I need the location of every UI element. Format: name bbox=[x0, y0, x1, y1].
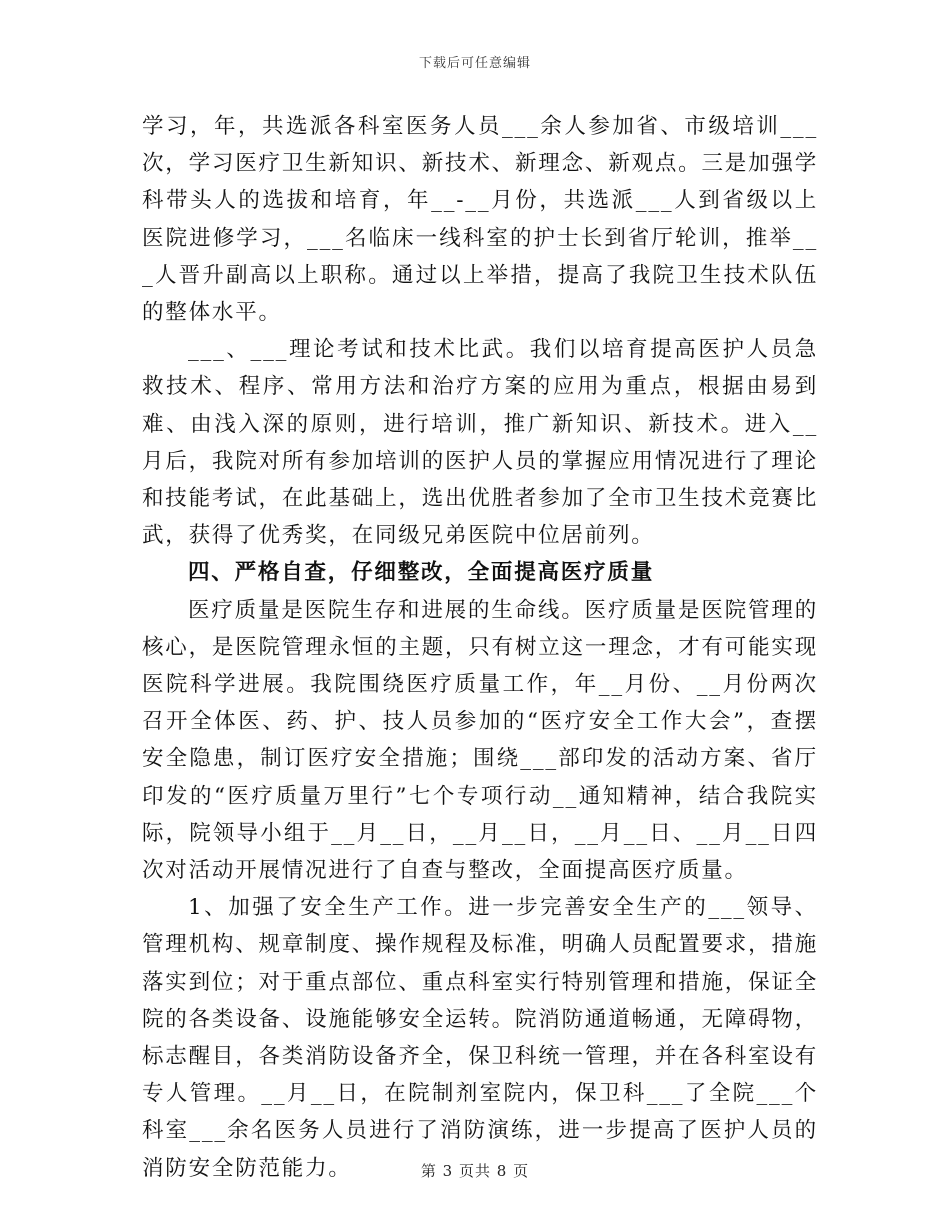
page-header: 下载后可任意编辑 bbox=[418, 56, 531, 71]
paragraph-training-continued: 学习，年，共选派各科室医务人员___余人参加省、市级培训___次，学习医疗卫生新知识、新技术、新理念、新观点。三是加强学科带头人的选拔和培育，年__-__月份，共选派___人到省级以上医院进修学习，___名临床一线科室的护士长到省厅轮训，推举___人晋升副高以上职称。通过以上举措，提高了我院卫生技术队伍的整体水平。 bbox=[142, 114, 818, 326]
page-footer: 第 3 页共 8 页 bbox=[420, 1162, 530, 1180]
paragraph-medical-quality: 医疗质量是医院生存和进展的生命线。医疗质量是医院管理的核心，是医院管理永恒的主题，只有树立这一理念，才有可能实现医院科学进展。我院围绕医疗质量工作，年__月份、__月份两次召开全体医、药、护、技人员参加的“医疗安全工作大会”，查摆安全隐患，制订医疗安全措施；围绕___部印发的活动方案、省厅印发的“医疗质量万里行”七个专项行动__通知精神，结合我院实际，院领导小组于__月__日，__月__日，__月__日、__月__日四次对活动开展情况进行了自查与整改，全面提高医疗质量。 bbox=[142, 597, 818, 884]
section-heading-quality: 四、严格自查，仔细整改，全面提高医疗质量 bbox=[188, 560, 655, 586]
paragraph-safety-production: 1、加强了安全生产工作。进一步完善安全生产的___领导、管理机构、规章制度、操作规程及标准，明确人员配置要求，措施落实到位；对于重点部位、重点科室实行特别管理和措施，保证全院的各类设备、设施能够安全运转。院消防通道畅通，无障碍物，标志醒目，各类消防设备齐全，保卫科统一管理，并在各科室设有专人管理。__月__日，在院制剂室院内，保卫科___了全院___个科室___余名医务人员进行了消防演练，进一步提高了医护人员的消防安全防范能力。 bbox=[142, 895, 818, 1181]
paragraph-theory-exam: ___、___理论考试和技术比武。我们以培育提高医护人员急救技术、程序、常用方法和治疗方案的应用为重点，根据由易到难、由浅入深的原则，进行培训，推广新知识、新技术。进入__月后，我院对所有参加培训的医护人员的掌握应用情况进行了理论和技能考试，在此基础上，选出优胜者参加了全市卫生技术竞赛比武，获得了优秀奖，在同级兄弟医院中位居前列。 bbox=[142, 337, 818, 549]
document-body bbox=[142, 108, 818, 1187]
